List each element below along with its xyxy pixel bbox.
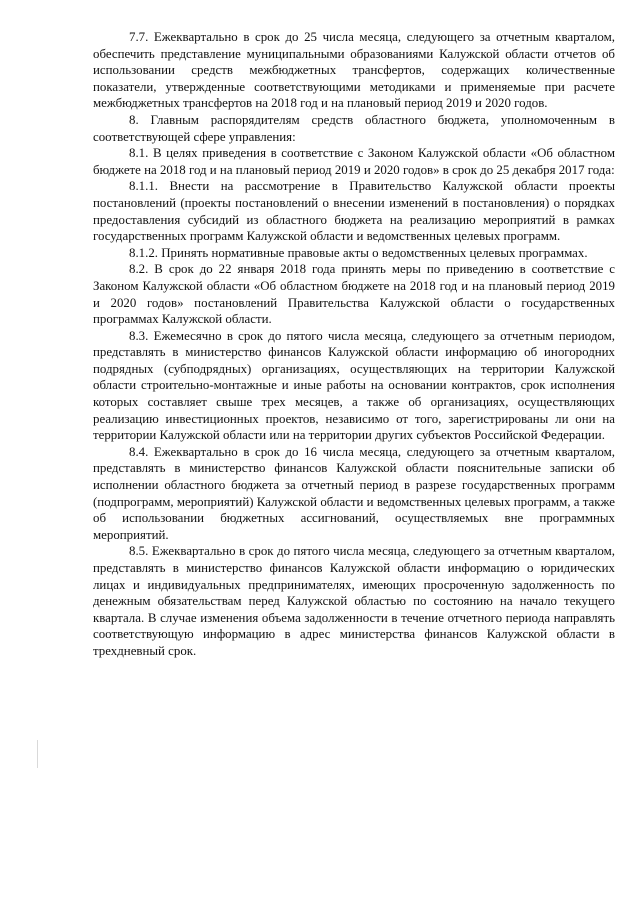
paragraph-8-2: 8.2. В срок до 22 января 2018 года принять меры по приведению в соответствие с Законом Калужской области «Об областном бюджете на 2018 год и на плановый период 2019 и 2020 годов» постановлений Правительства Калужской области о государственных программах Калужской области. (93, 262, 615, 327)
paragraph-7-7: 7.7. Ежеквартально в срок до 25 числа месяца, следующего за отчетным кварталом, обеспечить представление муниципальными образованиями Калужской области отчетов об использовании средств межбюджетных трансфертов, содержащих количественные показатели, утвержденные соответствующими методиками и применяемые при расчете межбюджетных трансфертов на 2018 год и на плановый период 2019 и 2020 годов. (93, 30, 615, 111)
paragraph-8: 8. Главным распорядителям средств областного бюджета, уполномоченным в соответствующей сфере управления: (93, 112, 615, 144)
paragraph-8-1-2: 8.1.2. Принять нормативные правовые акты о ведомственных целевых программах. (129, 245, 588, 260)
scan-margin-mark (37, 740, 38, 768)
paragraph-8-3: 8.3. Ежемесячно в срок до пятого числа месяца, следующего за отчетным периодом, представлять в министерство финансов Калужской области информацию об иногородних подрядных (субподрядных) организациях, осуществляющих на территории Калужской области строительно-монтажные и иные работы на основании контрактов, срок исполнения которых составляет свыше трех месяцев, а также об организациях, осуществляющих реализацию инвестиционных проектов, независимо от того, зарегистрированы ли они на территории Калужской области или на территории других субъектов Российской Федерации. (93, 328, 615, 443)
paragraph-8-1-1: 8.1.1. Внести на рассмотрение в Правительство Калужской области проекты постановлений (проекты постановлений о внесении изменений в постановления) о порядках предоставления субсидий из областного бюджета на реализацию мероприятий в рамках государственных программ Калужской области и ведомственных целевых программ. (93, 179, 615, 244)
paragraph-8-4: 8.4. Ежеквартально в срок до 16 числа месяца, следующего за отчетным кварталом, представлять в министерство финансов Калужской области пояснительные записки об исполнении областного бюджета за отчетный период в разрезе государственных программ (подпрограмм, мероприятий) Калужской области и ведомственных целевых программ, а также об использовании бюджетных ассигнований, осуществляемых вне программных мероприятий. (93, 444, 615, 542)
document-body (93, 29, 615, 660)
paragraph-8-1: 8.1. В целях приведения в соответствие с Законом Калужской области «Об областном бюджете на 2018 год и на плановый период 2019 и 2020 годов» в срок до 25 декабря 2017 года: (93, 146, 615, 177)
paragraph-8-5: 8.5. Ежеквартально в срок до пятого числа месяца, следующего за отчетным кварталом, представлять в министерство финансов Калужской области информацию о юридических лицах и индивидуальных предпринимателях, имеющих просроченную задолженность по денежным обязательствам перед Калужской областью по состоянию на начало текущего квартала. В случае изменения объема задолженности в течение отчетного периода направлять соответствующую информацию в адрес министерства финансов Калужской области в трехдневный срок. (93, 544, 615, 658)
